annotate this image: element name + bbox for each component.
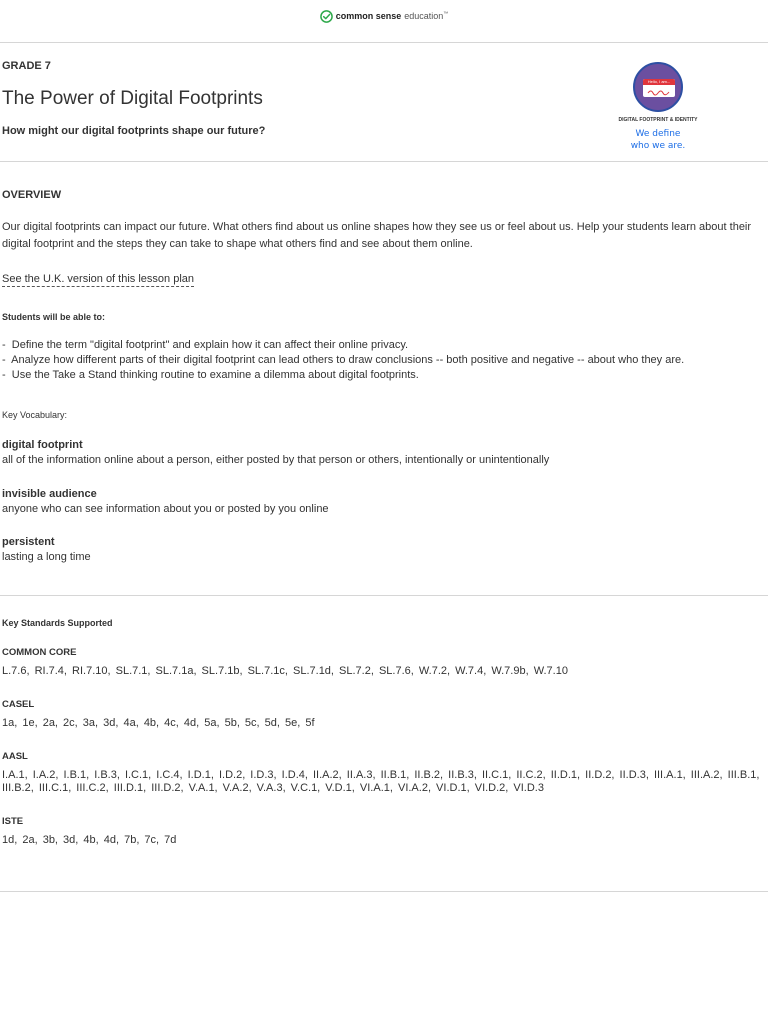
standard-group-name: CASEL xyxy=(2,699,35,710)
topic-badge xyxy=(612,61,704,153)
uk-version-link[interactable]: See the U.K. version of this lesson plan xyxy=(2,273,194,285)
check-circle-icon xyxy=(320,10,333,23)
vocab-definition: lasting a long time xyxy=(2,551,91,563)
standard-codes: 1d, 2a, 3b, 3d, 4b, 4d, 7b, 7c, 7d xyxy=(2,834,177,846)
standard-group-common-core xyxy=(2,647,762,678)
logo-brand-text: common sense xyxy=(335,11,402,21)
badge-caption: DIGITAL FOOTPRINT & IDENTITY xyxy=(618,117,698,123)
standard-codes: 1a, 1e, 2a, 2c, 3a, 3d, 4a, 4b, 4c, 4d, 5a, 5b, 5c, 5d, 5e, 5f xyxy=(2,717,315,729)
overview-section xyxy=(0,162,768,596)
overview-heading: OVERVIEW xyxy=(2,189,62,201)
overview-text: Our digital footprints can impact our future. What others find about us online shapes how they see us or feel about us. Help your students learn about their digital footprint and the steps they can take to shape what others find and see about them online. xyxy=(2,221,752,250)
standards-section xyxy=(0,596,768,892)
standard-group-name: ISTE xyxy=(2,816,24,827)
logo-sub-text: education™ xyxy=(404,11,449,21)
vocabulary-heading: Key Vocabulary: xyxy=(2,410,68,420)
objectives-list xyxy=(2,338,684,383)
objective-item: - Analyze how different parts of their digital footprint can lead others to draw conclusions -- both positive and negative -- about who they are. xyxy=(2,353,684,368)
standard-codes: L.7.6, RI.7.4, RI.7.10, SL.7.1, SL.7.1a, SL.7.1b, SL.7.1c, SL.7.1d, SL.7.2, SL.7.6, W.7.2, W.7.4, W.7.9b, W.7.10 xyxy=(2,665,568,677)
site-header xyxy=(0,0,768,43)
scribble-icon xyxy=(643,86,675,98)
standard-group-name: COMMON CORE xyxy=(2,647,77,658)
standards-heading: Key Standards Supported xyxy=(2,618,113,628)
standard-group-aasl xyxy=(2,751,762,795)
objective-item: - Use the Take a Stand thinking routine to examine a dilemma about digital footprints. xyxy=(2,368,684,383)
vocab-item xyxy=(2,488,762,515)
vocab-item xyxy=(2,439,762,466)
grade-label: GRADE 7 xyxy=(2,60,51,72)
standard-codes: I.A.1, I.A.2, I.B.1, I.B.3, I.C.1, I.C.4, I.D.1, I.D.2, I.D.3, I.D.4, II.A.2, II.A.3, II.B.1, II.B.2, II.B.3, II.C.1, II.C.2, II.D.1, II.D.2, II.D.3, III.A.1, III.A.2, III.B.1, III.B.2, III.C.1, III.C.2, III.D.1, III.D.2, V.A.1, V.A.2, V.A.3, V.C.1, V.D.1, VI.A.1, VI.A.2, VI.D.1, VI.D.2, VI.D.3 xyxy=(2,769,760,794)
name-tag-icon: Hello, I am... xyxy=(643,79,675,97)
badge-tagline: We define who we are. xyxy=(630,129,686,151)
standard-group-iste xyxy=(2,816,762,847)
objective-item: - Define the term "digital footprint" and explain how it can affect their online privacy. xyxy=(2,338,684,353)
lesson-title: The Power of Digital Footprints xyxy=(2,88,263,109)
vocab-term: invisible audience xyxy=(2,488,97,500)
common-sense-logo[interactable] xyxy=(320,10,449,23)
essential-question: How might our digital footprints shape our future? xyxy=(2,125,266,137)
vocab-term: persistent xyxy=(2,536,55,548)
vocab-definition: all of the information online about a person, either posted by that person or others, intentionally or unintentionally xyxy=(2,454,550,466)
badge-circle-icon xyxy=(633,62,683,112)
vocab-definition: anyone who can see information about you or posted by you online xyxy=(2,503,329,515)
objectives-heading: Students will be able to: xyxy=(2,312,106,322)
standard-group-name: AASL xyxy=(2,751,28,762)
lesson-header xyxy=(0,43,768,162)
standard-group-casel xyxy=(2,699,762,730)
vocab-item xyxy=(2,536,762,563)
vocab-term: digital footprint xyxy=(2,439,83,451)
